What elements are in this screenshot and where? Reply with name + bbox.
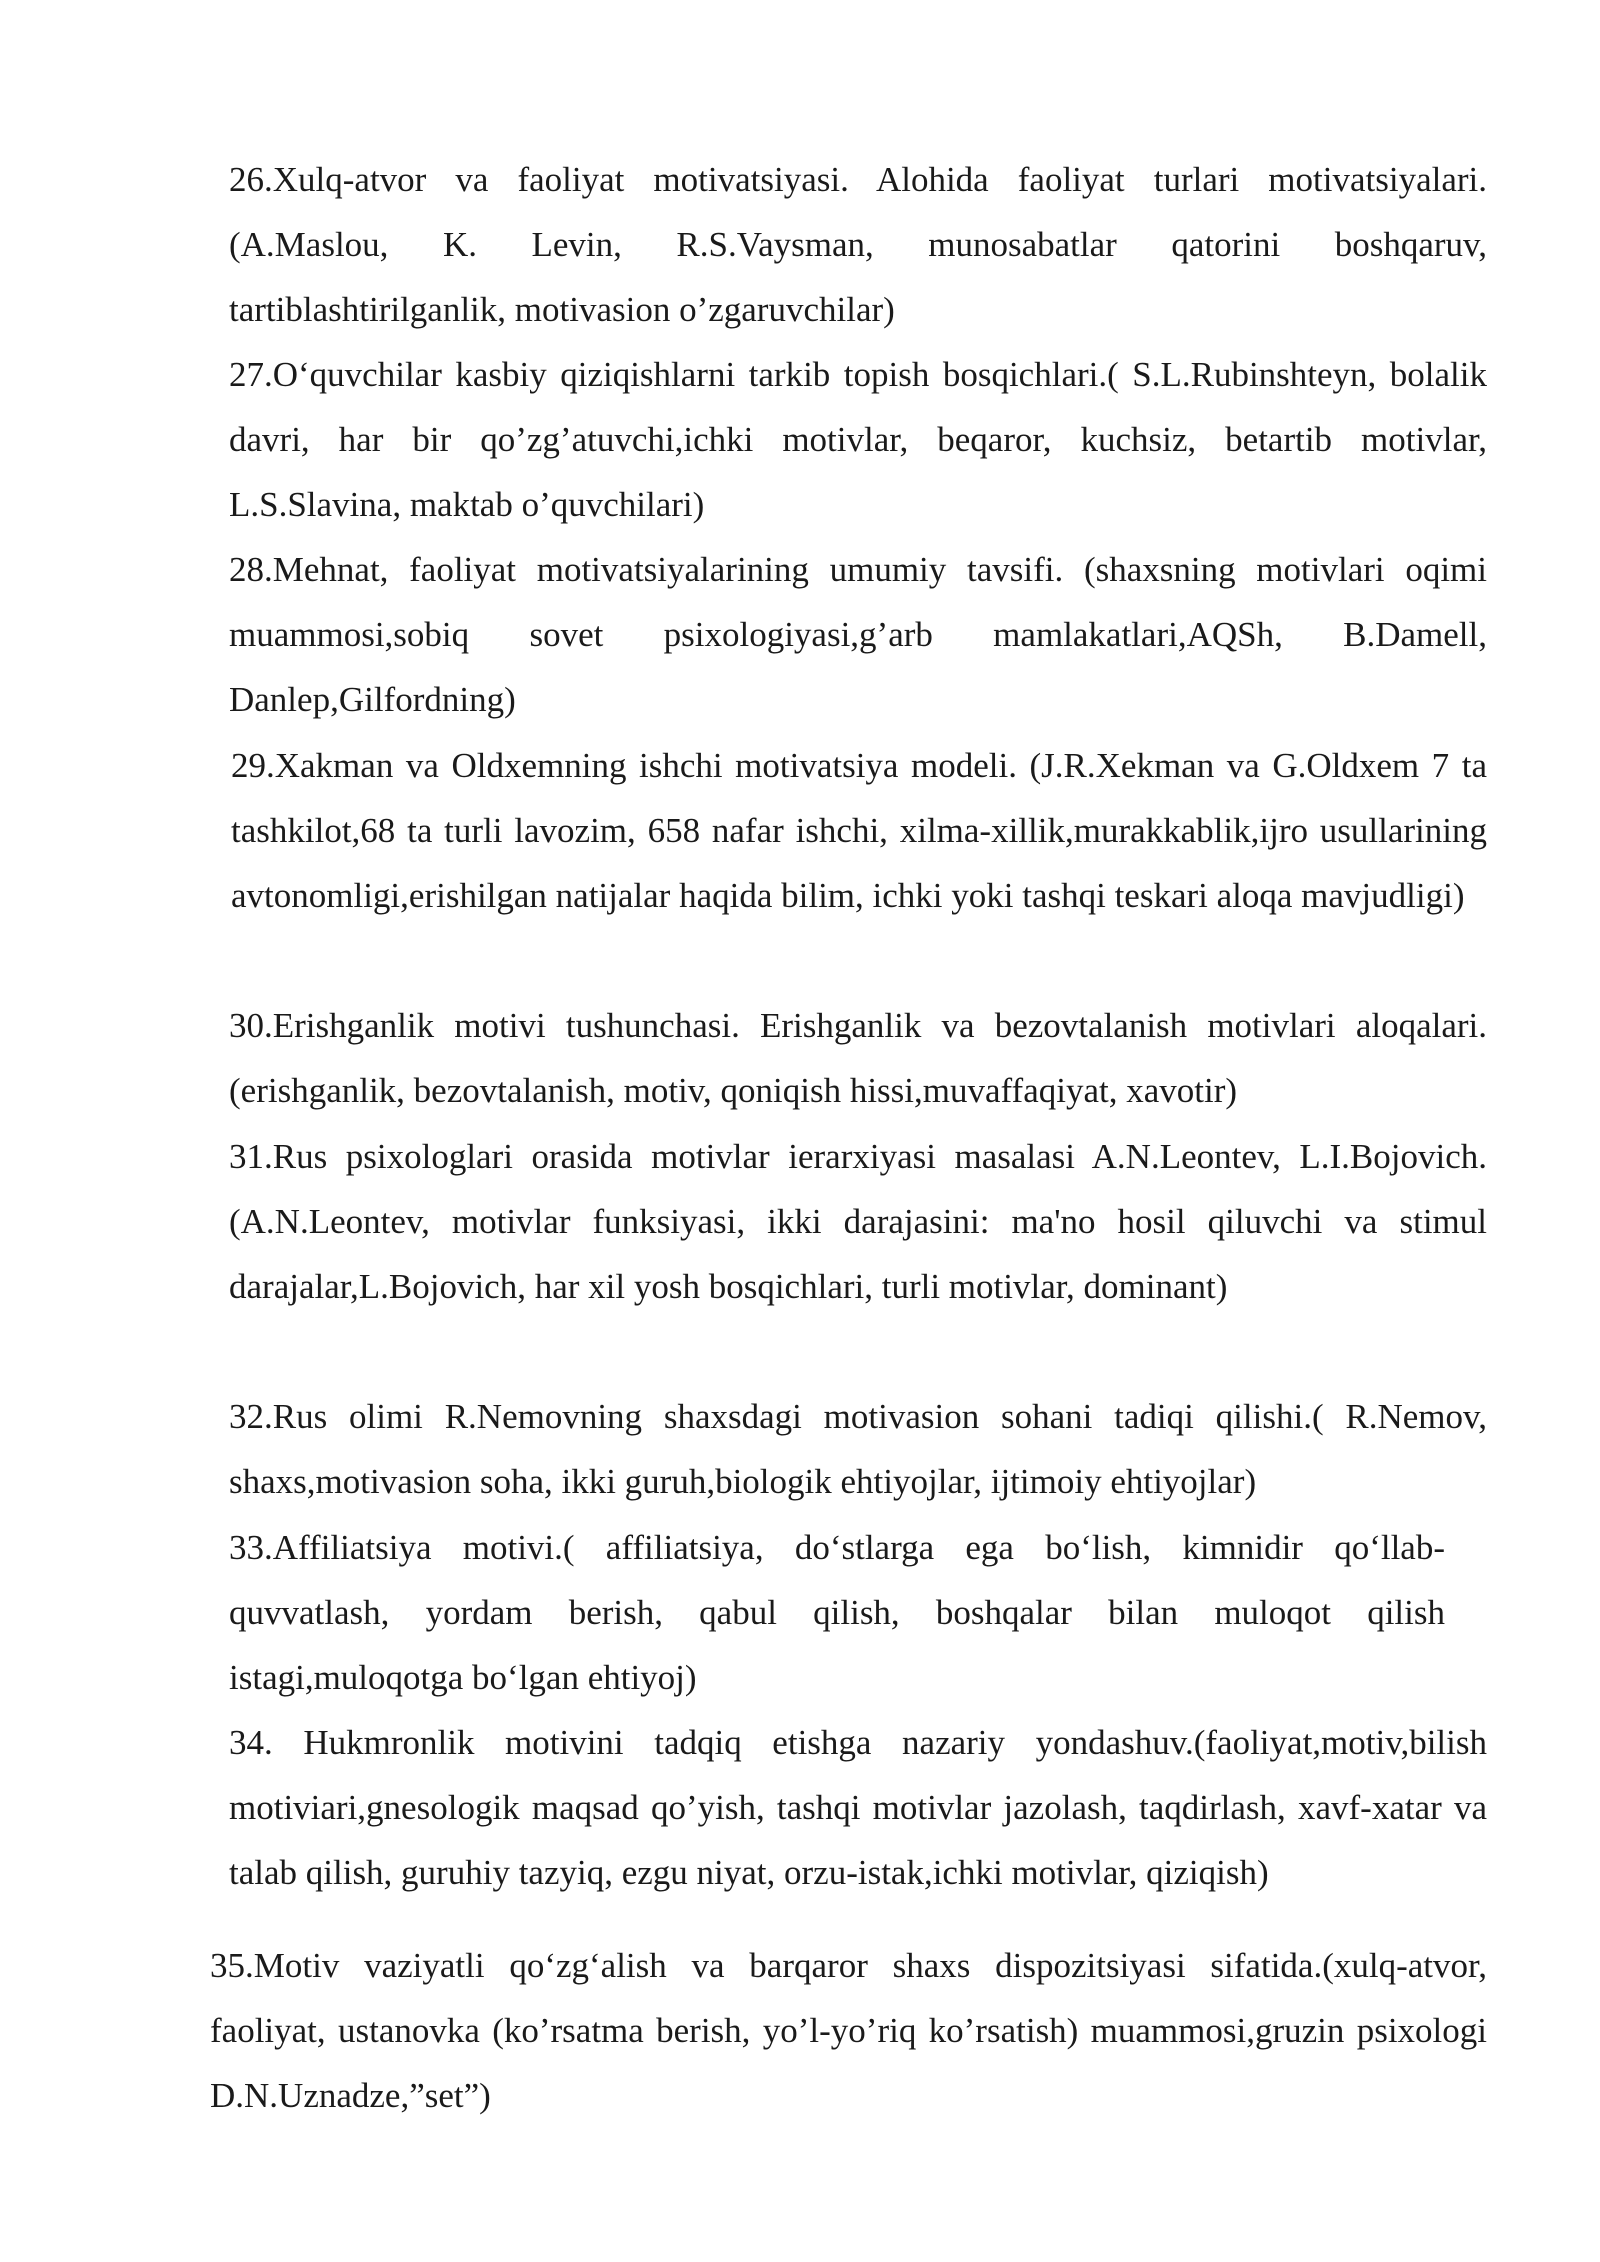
- question-31: 31.Rus psixologlari orasida motivlar ierarxiyasi masalasi A.N.Leontev, L.I.Bojovich.(A.N.Leontev, motivlar funksiyasi, ikki darajasini: ma'no hosil qiluvchi va stimul darajalar,L.Bojovich, har xil yosh bosqichlari, turli motivlar, dominant): [229, 1137, 1487, 1306]
- question-32: 32.Rus olimi R.Nemovning shaxsdagi motivasion sohani tadiqi qilishi.( R.Nemov, shaxs,motivasion soha, ikki guruh,biologik ehtiyojlar, ijtimoiy ehtiyojlar): [229, 1397, 1487, 1501]
- question-28: 28.Mehnat, faoliyat motivatsiyalarining umumiy tavsifi. (shaxsning motivlari oqimi muammosi,sobiq sovet psixologiyasi,g’arb mamlakatlari,AQSh, B.Damell, Danlep,Gilfordning): [229, 550, 1487, 719]
- question-29: 29.Xakman va Oldxemning ishchi motivatsiya modeli. (J.R.Xekman va G.Oldxem 7 ta tashkilot,68 ta turli lavozim, 658 nafar ishchi, xilma-xillik,murakkablik,ijro usullarining avtonomligi,erishilgan natijalar haqida bilim, ichki yoki tashqi teskari aloqa mavjudligi): [231, 746, 1487, 915]
- question-34: 34. Hukmronlik motivini tadqiq etishga nazariy yondashuv.(faoliyat,motiv,bilish motiviari,gnesologik maqsad qo’yish, tashqi motivlar jazolash, taqdirlash, xavf-xatar va talab qilish, guruhiy tazyiq, ezgu niyat, orzu-istak,ichki motivlar, qiziqish): [229, 1723, 1487, 1892]
- question-26: 26.Xulq-atvor va faoliyat motivatsiyasi. Alohida faoliyat turlari motivatsiyalari. (A.Maslou, K. Levin, R.S.Vaysman, munosabatlar qatorini boshqaruv, tartiblashtirilganlik, motivasion o’zgaruvchilar): [229, 160, 1487, 329]
- question-30: 30.Erishganlik motivi tushunchasi. Erishganlik va bezovtalanish motivlari aloqalari.(erishganlik, bezovtalanish, motiv, qoniqish hissi,muvaffaqiyat, xavotir): [229, 1006, 1487, 1110]
- question-33: 33.Affiliatsiya motivi.( affiliatsiya, do‘stlarga ega bo‘lish, kimnidir qo‘llab-quvvatlash, yordam berish, qabul qilish, boshqalar bilan muloqot qilish istagi,muloqotga bo‘lgan ehtiyoj): [229, 1528, 1445, 1697]
- question-27: 27.O‘quvchilar kasbiy qiziqishlarni tarkib topish bosqichlari.( S.L.Rubinshteyn, bolalik davri, har bir qo’zg’atuvchi,ichki motivlar, beqaror, kuchsiz, betartib motivlar, L.S.Slavina, maktab o’quvchilari): [229, 355, 1487, 524]
- question-35: 35.Motiv vaziyatli qo‘zg‘alish va barqaror shaxs dispozitsiyasi sifatida.(xulq-atvor, faoliyat, ustanovka (ko’rsatma berish, yo’l-yo’riq ko’rsatish) muammosi,gruzin psixologi D.N.Uznadze,”set”): [210, 1946, 1487, 2115]
